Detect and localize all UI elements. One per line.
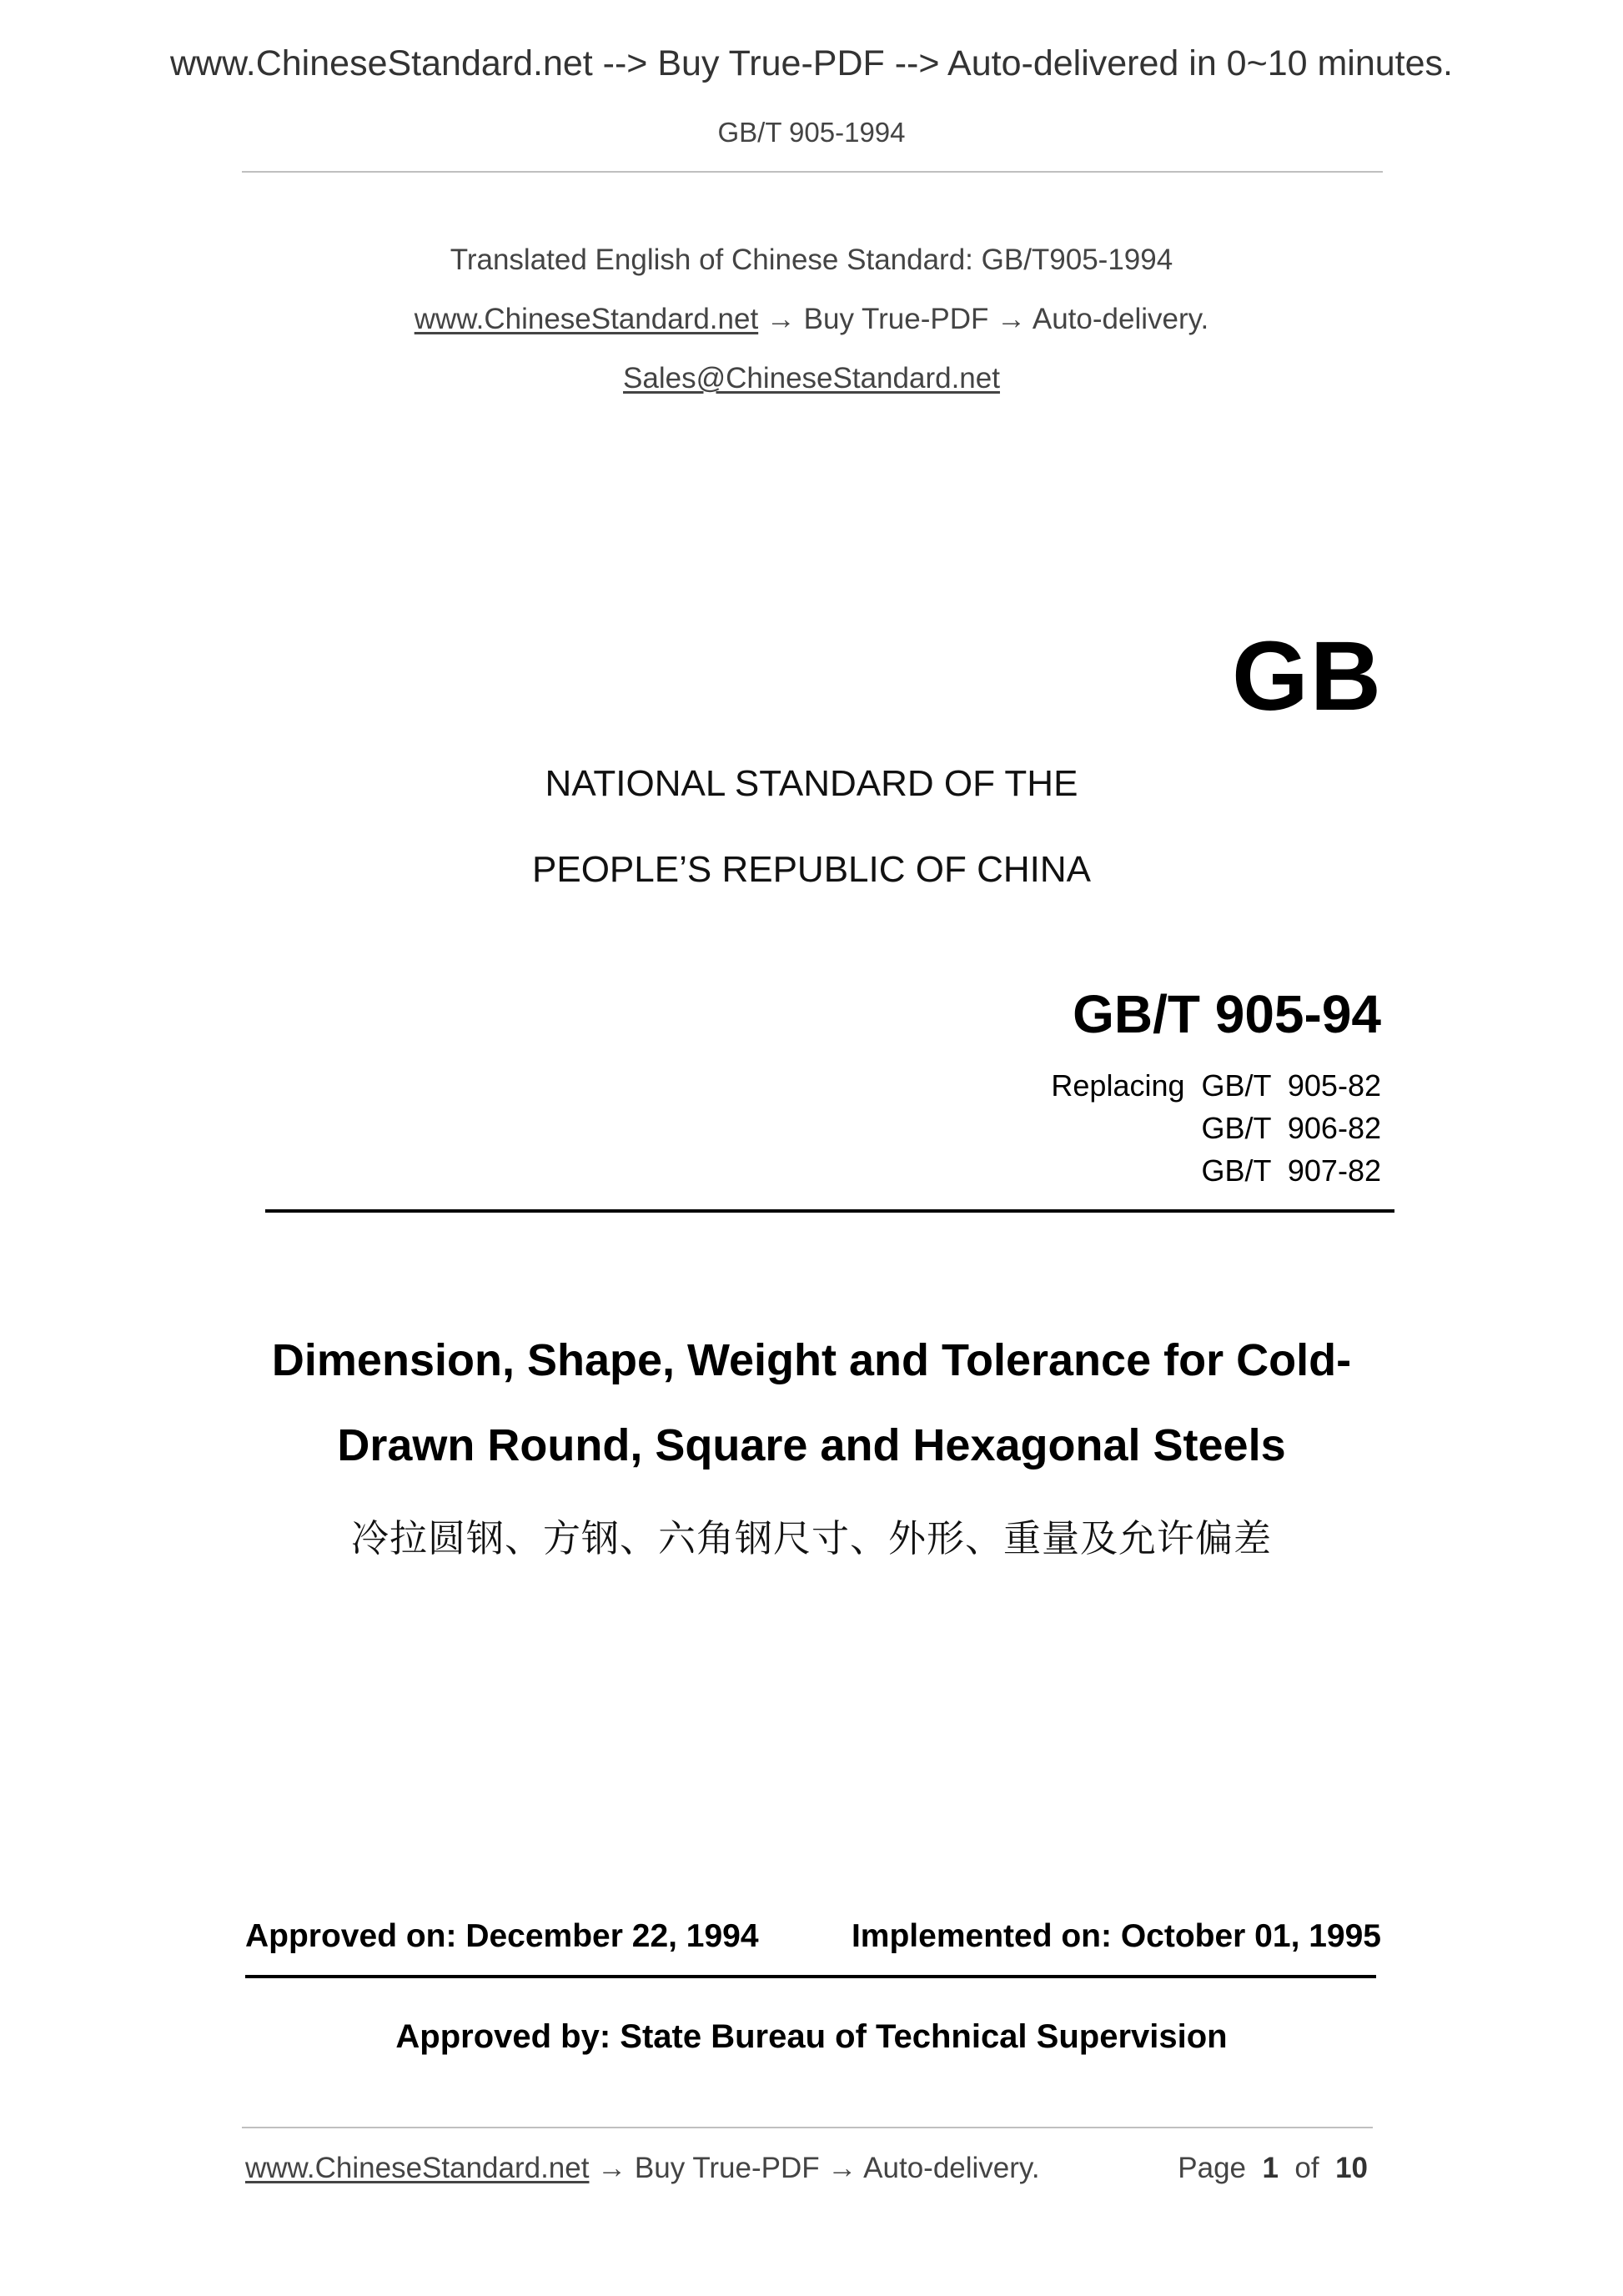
- header-divider: [242, 171, 1383, 173]
- document-title-line-1: Dimension, Shape, Weight and Tolerance for Cold-: [271, 1335, 1352, 1385]
- page-current: 1: [1262, 2152, 1279, 2184]
- email-link[interactable]: Sales@ChineseStandard.net: [623, 362, 1000, 394]
- document-title-chinese: 冷拉圆钢、方钢、六角钢尺寸、外形、重量及允许偏差: [350, 1516, 1272, 1560]
- standard-number: GB/T 905-94: [1073, 984, 1381, 1044]
- footer-site-line: [245, 2152, 1040, 2185]
- site-link[interactable]: www.ChineseStandard.net: [414, 303, 759, 335]
- replacing-line-2: [1202, 1113, 1381, 1143]
- email-line: [0, 362, 1623, 395]
- document-title-line-2: Drawn Round, Square and Hexagonal Steels: [337, 1420, 1286, 1470]
- approved-by: Approved by: State Bureau of Technical Supervision: [395, 2018, 1228, 2055]
- translated-line: Translated English of Chinese Standard: GB/T905-1994: [450, 244, 1173, 276]
- site-suffix: → Buy True-PDF → Auto-delivery.: [758, 303, 1209, 335]
- national-standard-line-2: PEOPLE’S REPUBLIC OF CHINA: [532, 849, 1091, 890]
- page-indicator: [1178, 2152, 1368, 2185]
- header-standard-code: GB/T 905-1994: [717, 117, 906, 148]
- replaced-standard: GB/T 905-82: [1201, 1068, 1381, 1103]
- footer-divider: [242, 2127, 1373, 2128]
- replacing-label: Replacing: [1051, 1068, 1185, 1103]
- replacing-line-3: [1201, 1153, 1381, 1188]
- gb-mark: GB: [1232, 621, 1383, 731]
- page-label: Page: [1178, 2152, 1247, 2184]
- replacing-line-1: [1051, 1068, 1381, 1103]
- footer-site-suffix: → Buy True-PDF → Auto-delivery.: [589, 2152, 1040, 2184]
- national-standard-line-1: NATIONAL STANDARD OF THE: [545, 763, 1078, 804]
- replaced-standard: GB/T 907-82: [1201, 1153, 1381, 1188]
- site-line: [0, 303, 1623, 336]
- dates-divider: [245, 1975, 1376, 1978]
- footer-site-link[interactable]: www.ChineseStandard.net: [245, 2152, 590, 2184]
- title-divider: [265, 1209, 1394, 1213]
- page-of: of: [1294, 2152, 1319, 2184]
- top-banner: www.ChineseStandard.net --> Buy True-PDF --> Auto-delivered in 0~10 minutes.: [169, 43, 1453, 83]
- implemented-on-date: Implemented on: October 01, 1995: [851, 1918, 1381, 1954]
- approved-on-date: Approved on: December 22, 1994: [245, 1918, 759, 1954]
- replaced-standard: GB/T 906-82: [1201, 1111, 1381, 1145]
- page-total: 10: [1335, 2152, 1368, 2184]
